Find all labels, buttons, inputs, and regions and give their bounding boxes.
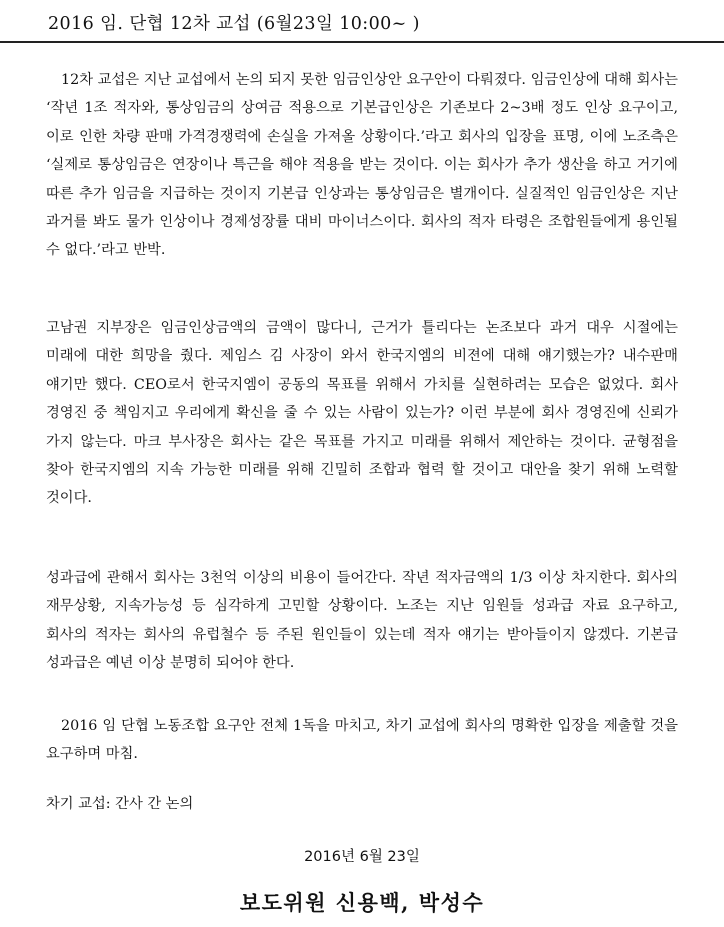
document-date: 2016년 6월 23일 bbox=[304, 849, 420, 865]
paragraph-closing: 2016 임 단협 노동조합 요구안 전체 1독을 마치고, 차기 교섭에 회사의 명확한 입장을 제출할 것을 요구하며 마침. bbox=[46, 718, 678, 763]
document-title: 2016 임. 단협 12차 교섭 (6월23일 10:00~ ) bbox=[48, 14, 420, 34]
reporters-signature: 보도위원 신용백, 박성수 bbox=[239, 890, 485, 915]
paragraph-performance-bonus: 성과급에 관해서 회사는 3천억 이상의 비용이 들어간다. 작년 적자금액의 1/3 이상 차지한다. 회사의 재무상황, 지속가능성 등 심각하게 고민할 상황이다. 노조는 지난 임원들 성과급 자료 요구하고, 회사의 적자는 회사의 유럽철수 등 주된 원인들이 있는데 적자 얘기는 받아들이지 않겠다. 기본급 성과급은 예년 이상 분명히 되어야 한다. bbox=[46, 570, 678, 672]
paragraph-negotiation-summary: 12차 교섭은 지난 교섭에서 논의 되지 못한 임금인상안 요구안이 다뤄졌다. 임금인상에 대해 회사는 ‘작년 1조 적자와, 통상임금의 상여금 적용으로 기본급인상은 기존보다 2~3배 정도 인상 요구이고, 이로 인한 차량 판매 가격경쟁력에 손실을 가져올 상황이다.’라고 회사의 입장을 표명, 이에 노조측은 ‘실제로 통상임금은 연장이나 특근을 해야 적용을 받는 것이다. 이는 회사가 추가 생산을 하고 거기에 따른 추가 임금을 지급하는 것이지 기본급 인상과는 통상임금은 별개이다. 실질적인 임금인상은 지난 과거를 봐도 물가 인상이나 경제성장률 대비 마이너스이다. 회사의 적자 타령은 조합원들에게 용인될 수 없다.’라고 반박. bbox=[46, 72, 678, 259]
paragraph-next-session: 차기 교섭: 간사 간 논의 bbox=[46, 796, 194, 812]
header-divider bbox=[0, 41, 724, 43]
paragraph-branch-chief-remarks: 고남권 지부장은 임금인상금액의 금액이 많다니, 근거가 틀리다는 논조보다 과거 대우 시절에는 미래에 대한 희망을 줬다. 제임스 김 사장이 와서 한국지엠의 비젼에 대해 얘기했는가? 내수판매 얘기만 했다. CEO로서 한국지엠이 공동의 목표를 위해서 가치를 실현하려는 모습은 없었다. 회사 경영진 중 책임지고 우리에게 확신을 줄 수 있는 사람이 있는가? 이런 부분에 회사 경영진에 신뢰가 가지 않는다. 마크 부사장은 회사는 같은 목표를 가지고 미래를 위해서 제안하는 것이다. 균형점을 찾아 한국지엠의 지속 가능한 미래를 위해 긴밀히 조합과 협력 할 것이고 대안을 찾기 위해 노력할 것이다. bbox=[46, 320, 678, 507]
